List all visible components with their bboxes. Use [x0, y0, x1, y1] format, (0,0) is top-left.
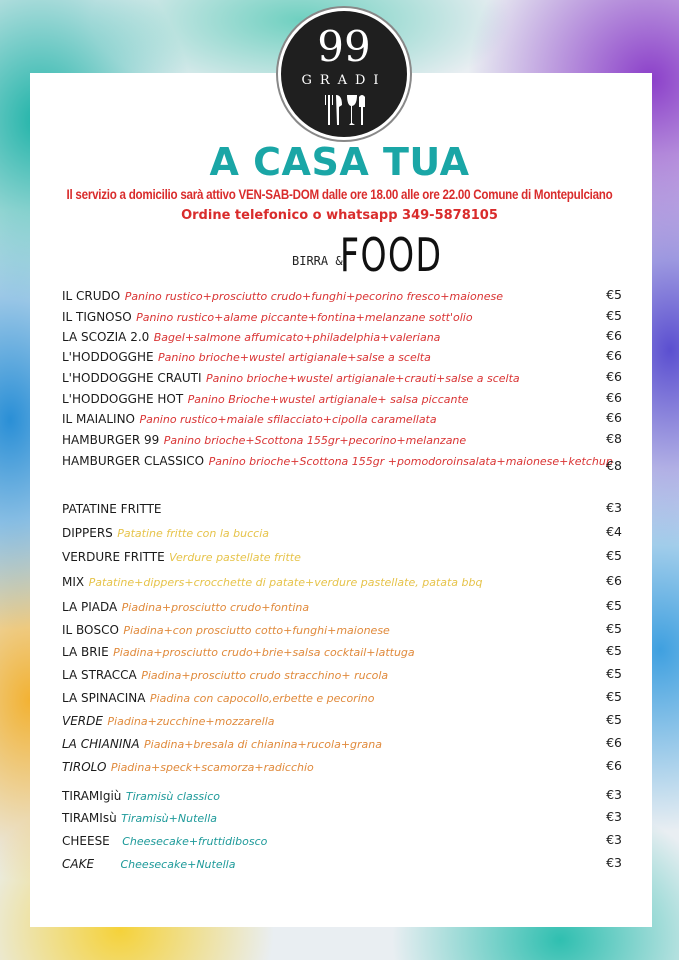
item-desc: Panino rustico+alame piccante+fontina+melanzane sott'olio [136, 311, 473, 324]
item-price: €6 [606, 390, 622, 405]
item-price: €3 [606, 809, 622, 824]
menu-item-dippers [62, 524, 622, 544]
item-name: L'HODDOGGHE HOT [62, 392, 184, 406]
menu-item-hamburger-classico [62, 452, 622, 472]
item-name-suffix: giù [102, 789, 122, 803]
item-desc: Panino brioche+Scottona 155gr +pomodoroinsalata+maionese+ketchup [208, 455, 613, 468]
menu-item-il-bosco [62, 621, 622, 641]
service-info: Il servizio a domicilio sarà attivo VEN-SAB-DOM dalle ore 18.00 alle ore 22.00 Comune di Montepulciano [66, 187, 613, 202]
menu-item-la-stracca [62, 666, 622, 686]
menu-item-cake [62, 855, 622, 875]
menu-item-la-scozia [62, 328, 622, 348]
item-name: IL CRUDO [62, 289, 121, 303]
item-price: €5 [606, 712, 622, 727]
item-desc: Piadina+zucchine+mozzarella [107, 715, 275, 728]
item-price: €5 [606, 598, 622, 613]
menu-item-hamburger-99 [62, 431, 622, 451]
item-desc: Tiramisù classico [125, 790, 220, 803]
birra-label: BIRRA & [292, 254, 343, 268]
item-name: HAMBURGER 99 [62, 433, 160, 447]
menu-item-mix [62, 573, 622, 593]
item-price: €3 [606, 500, 622, 515]
item-name: LA PIADA [62, 600, 118, 614]
item-desc: Piadina+prosciutto crudo+brie+salsa cocktail+lattuga [113, 646, 415, 659]
item-price: €3 [606, 855, 622, 870]
logo-word: GRADI [301, 73, 387, 88]
menu-item-il-maialino [62, 410, 622, 430]
item-name: LA STRACCA [62, 668, 137, 682]
menu-item-hoddogghe [62, 348, 622, 368]
item-name: IL MAIALINO [62, 412, 135, 426]
item-desc: Piadina+speck+scamorza+radicchio [110, 761, 314, 774]
item-name-suffix: sù [102, 811, 117, 825]
item-price: €6 [606, 735, 622, 750]
item-desc: Piadina+prosciutto crudo stracchino+ rucola [141, 669, 389, 682]
item-price: €5 [606, 621, 622, 636]
item-desc: Panino brioche+Scottona 155gr+pecorino+melanzane [163, 434, 467, 447]
item-name: LA CHIANINA [62, 737, 140, 751]
page-title: A CASA TUA [209, 140, 470, 184]
menu-item-la-spinacina [62, 689, 622, 709]
item-price: €5 [606, 666, 622, 681]
menu-item-hoddogghe-crauti [62, 369, 622, 389]
food-heading: FOOD [340, 228, 443, 282]
item-price: €8 [606, 431, 622, 446]
item-name: DIPPERS [62, 526, 113, 540]
item-price: €5 [606, 548, 622, 563]
item-name: PATATINE FRITTE [62, 502, 162, 516]
item-name: CHEESE [62, 834, 110, 848]
item-desc: Panino rustico+prosciutto crudo+funghi+pecorino fresco+maionese [124, 290, 503, 303]
menu-item-tirolo [62, 758, 622, 778]
item-desc: Panino rustico+maiale sfilacciato+cipolla caramellata [139, 413, 437, 426]
item-name: TIRAMI [62, 789, 103, 803]
item-desc: Piadina con capocollo,erbette e pecorino [149, 692, 375, 705]
logo-number: 99 [317, 22, 371, 71]
item-name: VERDE [62, 714, 103, 728]
item-desc: Piadina+bresala di chianina+rucola+grana [144, 738, 383, 751]
item-price: €4 [606, 524, 622, 539]
item-desc: Cheesecake+Nutella [120, 858, 236, 871]
item-name: TIROLO [62, 760, 107, 774]
menu-item-il-tignoso [62, 308, 622, 328]
item-name: CAKE [62, 857, 95, 871]
item-desc: Verdure pastellate fritte [169, 551, 301, 564]
item-price: €5 [606, 643, 622, 658]
item-name: TIRAMI [62, 811, 103, 825]
item-price: €5 [606, 308, 622, 323]
item-price: €6 [606, 348, 622, 363]
item-price: €6 [606, 410, 622, 425]
item-name: LA SPINACINA [62, 691, 146, 705]
menu-item-hoddogghe-hot [62, 390, 622, 410]
phone-contact: Ordine telefonico o whatsapp 349-5878105 [181, 208, 498, 223]
menu-item-il-crudo [62, 287, 622, 307]
item-desc: Piadina+prosciutto crudo+fontina [121, 601, 310, 614]
menu-item-verdure-fritte [62, 548, 622, 568]
menu-item-cheese [62, 832, 622, 852]
cutlery-glass-icon [314, 93, 374, 129]
item-name: IL TIGNOSO [62, 310, 132, 324]
item-name: IL BOSCO [62, 623, 119, 637]
item-price: €6 [606, 758, 622, 773]
item-price: €5 [606, 287, 622, 302]
item-desc: Panino brioche+wustel artigianale+salse a scelta [158, 351, 431, 364]
item-name: VERDURE FRITTE [62, 550, 165, 564]
item-price: €6 [606, 573, 622, 588]
item-name: LA BRIE [62, 645, 109, 659]
logo-99-gradi [278, 8, 410, 140]
menu-item-la-piada [62, 598, 622, 618]
item-desc: Panino brioche+wustel artigianale+crauti+salse a scelta [205, 372, 520, 385]
item-desc: Patatine fritte con la buccia [117, 527, 270, 540]
menu-item-patatine-fritte [62, 500, 622, 520]
item-desc: Patatine+dippers+crocchette di patate+verdure pastellate, patata bbq [88, 576, 483, 589]
item-price: €8 [606, 458, 622, 473]
item-name: L'HODDOGGHE CRAUTI [62, 371, 202, 385]
item-price: €6 [606, 369, 622, 384]
menu-item-tiramigiu [62, 787, 622, 807]
item-desc: Piadina+con prosciutto cotto+funghi+maionese [123, 624, 390, 637]
item-price: €5 [606, 689, 622, 704]
item-name: MIX [62, 575, 85, 589]
item-name: LA SCOZIA 2.0 [62, 330, 150, 344]
item-desc: Cheesecake+fruttidibosco [122, 835, 268, 848]
item-desc: Panino Brioche+wustel artigianale+ salsa piccante [187, 393, 469, 406]
menu-item-tiramisu [62, 809, 622, 829]
menu-item-la-brie [62, 643, 622, 663]
item-desc: Tiramisù+Nutella [121, 812, 218, 825]
menu-item-verde [62, 712, 622, 732]
menu-item-la-chianina [62, 735, 622, 755]
item-name: L'HODDOGGHE [62, 350, 154, 364]
item-name: HAMBURGER CLASSICO [62, 454, 205, 468]
item-desc: Bagel+salmone affumicato+philadelphia+valeriana [153, 331, 441, 344]
item-price: €3 [606, 787, 622, 802]
item-price: €6 [606, 328, 622, 343]
item-price: €3 [606, 832, 622, 847]
